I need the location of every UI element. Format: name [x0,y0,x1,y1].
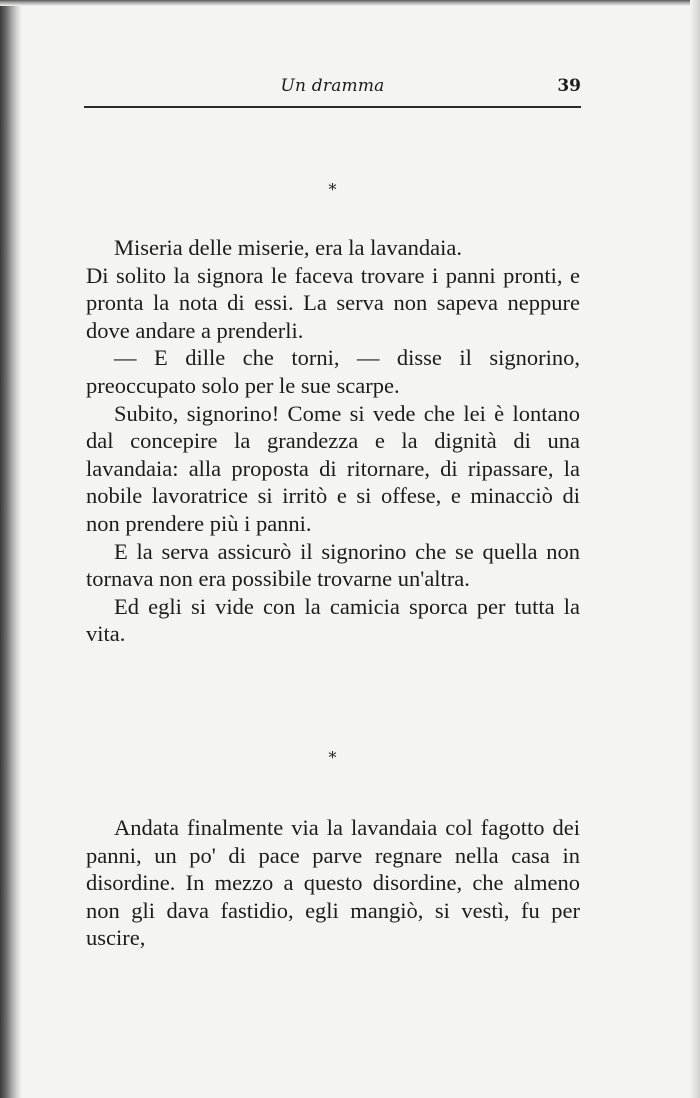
paragraph: Miseria delle miserie, era la lavandaia. [114,235,462,260]
section-2-text [86,814,580,952]
paragraph: — E dille che torni, — disse il signorino, preoccupato solo per le sue scarpe. [86,345,580,398]
section-1-text [86,234,580,648]
page-binding-shadow [0,0,22,1098]
paragraph: Subito, signorino! Come si vede che lei è lontano dal concepire la grandezza e la dignità di una lavandaia: alla proposta di ritornare, di ripassare, la nobile lavoratrice si irritò e si offese, e minacciò di non prendere più i panni. [86,400,580,536]
header-rule [84,106,581,108]
section-separator-asterisk: * [328,180,337,199]
page-number: 39 [557,76,581,96]
paragraph: Ed egli si vide con la camicia sporca per tutta la vita. [86,593,580,647]
running-title: Un dramma [280,76,385,96]
paragraph: Andata finalmente via la lavandaia col fagotto dei panni, un po' di pace parve regnare nella casa in disordine. In mezzo a questo disordine, che almeno non gli dava fastidio, egli mangiò, si vestì, fu per uscire, [86,815,580,951]
running-head [84,72,581,100]
page-right-edge [690,0,700,1098]
paragraph: E la serva assicurò il signorino che se quella non tornava non era possibile trovarne un'altra. [86,538,580,592]
page-top-edge [0,0,700,6]
section-separator-asterisk: * [328,748,337,767]
paragraph: Di solito la signora le faceva trovare i panni pronti, e pronta la nota di essi. La serva non sapeva neppure dove andare a prenderli. [86,262,580,343]
